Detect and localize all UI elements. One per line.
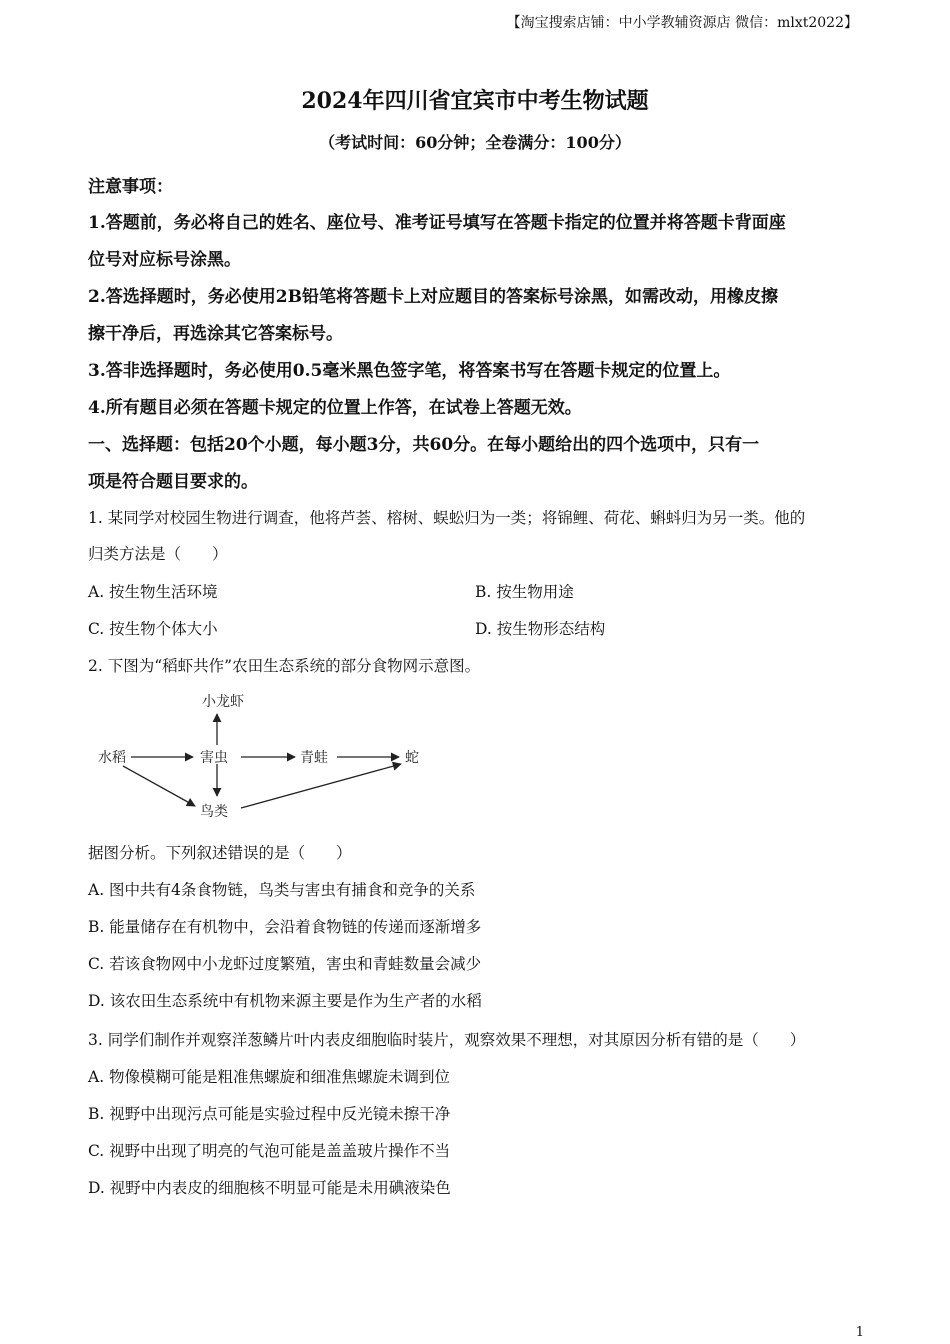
notice-item: 擦干净后，再选涂其它答案标号。 — [88, 324, 343, 344]
node-snake: 蛇 — [405, 750, 419, 766]
arrow-rice-bird — [123, 766, 195, 806]
q2-option-c: C. 若该食物网中小龙虾过度繁殖，害虫和青蛙数量会减少 — [88, 955, 482, 973]
q1-option-b: B. 按生物用途 — [475, 583, 574, 601]
q3-option-b: B. 视野中出现污点可能是实验过程中反光镜未擦干净 — [88, 1105, 451, 1123]
section-heading: 项是符合题目要求的。 — [88, 472, 258, 492]
node-pest: 害虫 — [200, 750, 228, 766]
q3-option-c: C. 视野中出现了明亮的气泡可能是盖盖玻片操作不当 — [88, 1142, 451, 1160]
q2-option-b: B. 能量储存在有机物中，会沿着食物链的传递而逐渐增多 — [88, 918, 482, 936]
node-crayfish: 小龙虾 — [202, 694, 244, 710]
notice-heading: 注意事项： — [88, 177, 173, 197]
page-title: 2024年四川省宜宾市中考生物试题 — [301, 88, 649, 114]
question-1-stem: 1. 某同学对校园生物进行调查，他将芦荟、榕树、蜈蚣归为一类；将锦鲤、荷花、蝌蚪归为另一类。他的 — [88, 509, 806, 527]
arrow-bird-snake — [241, 764, 401, 808]
question-2-stem: 2. 下图为“稻虾共作”农田生态系统的部分食物网示意图。 — [88, 657, 481, 675]
notice-item: 位号对应标号涂黑。 — [88, 250, 241, 270]
store-header: 【淘宝搜索店铺：中小学教辅资源店 微信：mlxt2022】 — [506, 15, 858, 31]
notice-item: 3.答非选择题时，务必使用0.5毫米黑色签字笔，将答案书写在答题卡规定的位置上。 — [88, 361, 731, 381]
node-rice: 水稻 — [98, 750, 126, 766]
question-2-ask: 据图分析。下列叙述错误的是（ ） — [88, 844, 352, 862]
q3-option-d: D. 视野中内表皮的细胞核不明显可能是未用碘液染色 — [88, 1179, 451, 1197]
notice-item: 1.答题前，务必将自己的姓名、座位号、准考证号填写在答题卡指定的位置并将答题卡背面座 — [88, 213, 786, 233]
q3-option-a: A. 物像模糊可能是粗准焦螺旋和细准焦螺旋未调到位 — [88, 1068, 451, 1086]
page-number: 1 — [855, 1325, 864, 1340]
node-bird: 鸟类 — [200, 804, 228, 820]
question-3-stem: 3. 同学们制作并观察洋葱鳞片叶内表皮细胞临时装片，观察效果不理想，对其原因分析有错的是（ ） — [88, 1031, 806, 1049]
q1-option-a: A. 按生物生活环境 — [88, 583, 218, 601]
q1-option-c: C. 按生物个体大小 — [88, 620, 218, 638]
node-frog: 青蛙 — [300, 750, 328, 766]
q2-option-d: D. 该农田生态系统中有机物来源主要是作为生产者的水稻 — [88, 992, 482, 1010]
section-heading: 一、选择题：包括20个小题，每小题3分，共60分。在每小题给出的四个选项中，只有一 — [88, 435, 760, 455]
notice-item: 2.答选择题时，务必使用2B铅笔将答题卡上对应题目的答案标号涂黑，如需改动，用橡皮擦 — [88, 287, 778, 307]
q1-option-d: D. 按生物形态结构 — [475, 620, 606, 638]
exam-info: （考试时间：60分钟；全卷满分：100分） — [319, 133, 631, 152]
food-web-diagram — [95, 688, 435, 823]
question-1-stem: 归类方法是（ ） — [88, 545, 228, 563]
q2-option-a: A. 图中共有4条食物链，鸟类与害虫有捕食和竞争的关系 — [88, 881, 476, 899]
notice-item: 4.所有题目必须在答题卡规定的位置上作答，在试卷上答题无效。 — [88, 398, 582, 418]
